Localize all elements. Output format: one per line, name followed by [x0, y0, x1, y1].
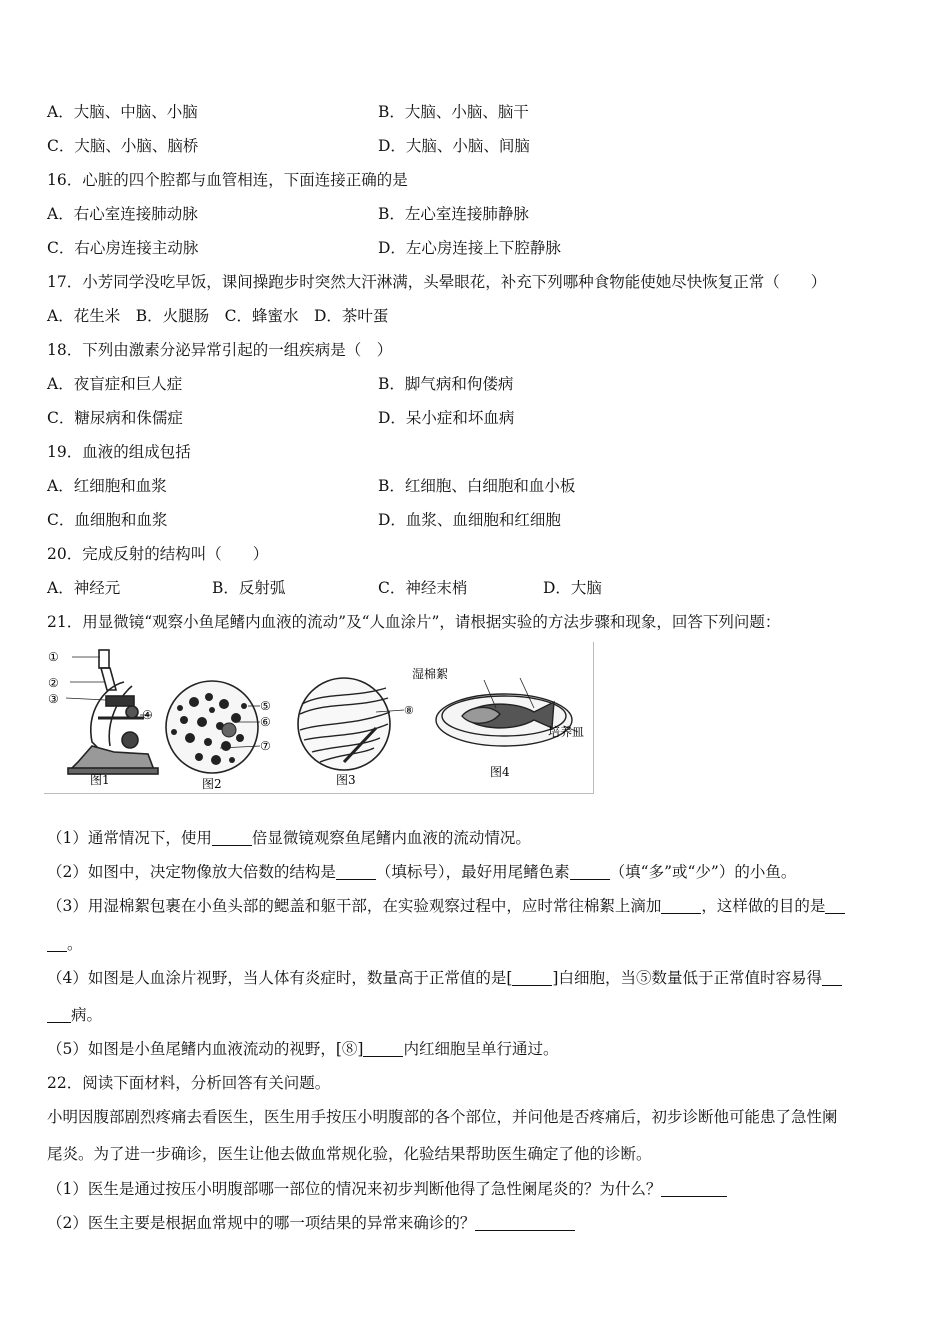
- q18-option-d: D．呆小症和坏血病: [378, 409, 515, 427]
- q17-stem: 17．小芳同学没吃早饭，课间操跑步时突然大汗淋满，头晕眼花，补充下列哪种食物能使她尽快恢复正常（ ）: [47, 273, 827, 291]
- q19-option-d: D．血浆、血细胞和红细胞: [378, 511, 561, 529]
- marker-2: ②: [48, 676, 59, 690]
- answer-blank[interactable]: [661, 1180, 727, 1197]
- q16-option-d: D．左心房连接上下腔静脉: [378, 239, 561, 257]
- q18-option-c: C．糖尿病和侏儒症: [47, 409, 183, 427]
- q19-stem: 19．血液的组成包括: [47, 443, 191, 461]
- cotton-label: 湿棉絮: [412, 667, 449, 681]
- marker-3: ③: [48, 692, 59, 706]
- answer-blank[interactable]: [47, 1006, 71, 1023]
- answer-blank[interactable]: [825, 897, 845, 914]
- answer-blank[interactable]: [212, 829, 252, 846]
- q20-option-b: B．反射弧: [212, 579, 286, 597]
- q21-sub1: （1）通常情况下，使用 倍显微镜观察鱼尾鳍内血液的流动情况。: [47, 829, 531, 847]
- q22-material-2: 尾炎。为了进一步确诊，医生让他去做血常规化验，化验结果帮助医生确定了他的诊断。: [47, 1145, 652, 1163]
- q21-sub3: （3）用湿棉絮包裹在小鱼头部的鳃盖和躯干部，在实验观察过程中，应时常往棉絮上滴加 ，这样做的目的是: [47, 895, 845, 917]
- q21-sub3-cont: 。: [47, 933, 83, 955]
- q19-option-b: B．红细胞、白细胞和血小板: [378, 477, 576, 495]
- fig2-caption: 图2: [202, 777, 222, 791]
- q22-material-1: 小明因腹部剧烈疼痛去看医生，医生用手按压小明腹部的各个部位，并问他是否疼痛后，初步诊断他可能患了急性阑: [47, 1108, 838, 1126]
- answer-blank[interactable]: [822, 969, 842, 986]
- q20-option-a: A．神经元: [47, 579, 121, 597]
- q16-stem: 16．心脏的四个腔都与血管相连，下面连接正确的是: [47, 171, 408, 189]
- q22-stem: 22．阅读下面材料，分析回答有关问题。: [47, 1074, 331, 1092]
- q21-sub5: （5）如图是小鱼尾鳍内血液流动的视野，[⑧] 内红细胞呈单行通过。: [47, 1040, 559, 1058]
- q17-options: A．花生米 B．火腿肠 C．蜂蜜水 D．茶叶蛋: [47, 307, 389, 325]
- fig3-caption: 图3: [336, 773, 356, 787]
- answer-blank[interactable]: [363, 1040, 403, 1057]
- q19-option-c: C．血细胞和血浆: [47, 511, 168, 529]
- q19-option-a: A．红细胞和血浆: [47, 477, 167, 495]
- q16-option-b: B．左心室连接肺静脉: [378, 205, 529, 223]
- marker-5: ⑤: [260, 699, 271, 713]
- q15-option-a: A．大脑、中脑、小脑: [47, 103, 198, 121]
- fig4-caption: 图4: [490, 765, 510, 779]
- q16-option-a: A．右心室连接肺动脉: [47, 205, 198, 223]
- q22-sub2: （2）医生主要是根据血常规中的哪一项结果的异常来确诊的？: [47, 1212, 575, 1234]
- q20-stem: 20．完成反射的结构叫（ ）: [47, 545, 269, 563]
- answer-blank[interactable]: [475, 1214, 575, 1231]
- marker-7: ⑦: [260, 739, 271, 753]
- marker-8: ⑧: [404, 704, 414, 717]
- q21-sub4: （4）如图是人血涂片视野，当人体有炎症时，数量高于正常值的是[ ]白细胞，当⑤数量低于正常值时容易得: [47, 967, 842, 989]
- answer-blank[interactable]: [661, 897, 701, 914]
- q18-stem: 18．下列由激素分泌异常引起的一组疾病是（ ）: [47, 341, 393, 359]
- q21-stem: 21．用显微镜“观察小鱼尾鳍内血液的流动”及“人血涂片”，请根据实验的方法步骤和现象，回答下列问题：: [47, 613, 781, 631]
- q21-sub4-cont: 病。: [47, 1004, 102, 1026]
- fin-vessels-diagram: [298, 678, 404, 770]
- blood-smear-diagram: [166, 681, 260, 773]
- q15-option-d: D．大脑、小脑、间脑: [378, 137, 530, 155]
- q18-option-a: A．夜盲症和巨人症: [47, 375, 183, 393]
- answer-blank[interactable]: [570, 863, 610, 880]
- q15-option-c: C．大脑、小脑、脑桥: [47, 137, 199, 155]
- marker-1: ①: [48, 650, 59, 664]
- q15-option-b: B．大脑、小脑、脑干: [378, 103, 529, 121]
- q21-sub2: （2）如图中，决定物像放大倍数的结构是 （填标号），最好用尾鳍色素 （填“多”或“少”）的小鱼。: [47, 863, 797, 881]
- marker-4: ④: [142, 708, 153, 722]
- dish-label: 培养皿: [548, 725, 585, 739]
- marker-6: ⑥: [260, 715, 271, 729]
- answer-blank[interactable]: [512, 969, 552, 986]
- q16-option-c: C．右心房连接主动脉: [47, 239, 199, 257]
- q20-option-d: D．大脑: [543, 579, 602, 597]
- q21-figure: [44, 642, 594, 794]
- answer-blank[interactable]: [336, 863, 376, 880]
- fig1-caption: 图1: [90, 773, 110, 787]
- q22-sub1: （1）医生是通过按压小明腹部哪一部位的情况来初步判断他得了急性阑尾炎的？为什么？: [47, 1178, 727, 1200]
- q18-option-b: B．脚气病和佝偻病: [378, 375, 514, 393]
- q20-option-c: C．神经末梢: [378, 579, 468, 597]
- answer-blank[interactable]: [47, 935, 67, 952]
